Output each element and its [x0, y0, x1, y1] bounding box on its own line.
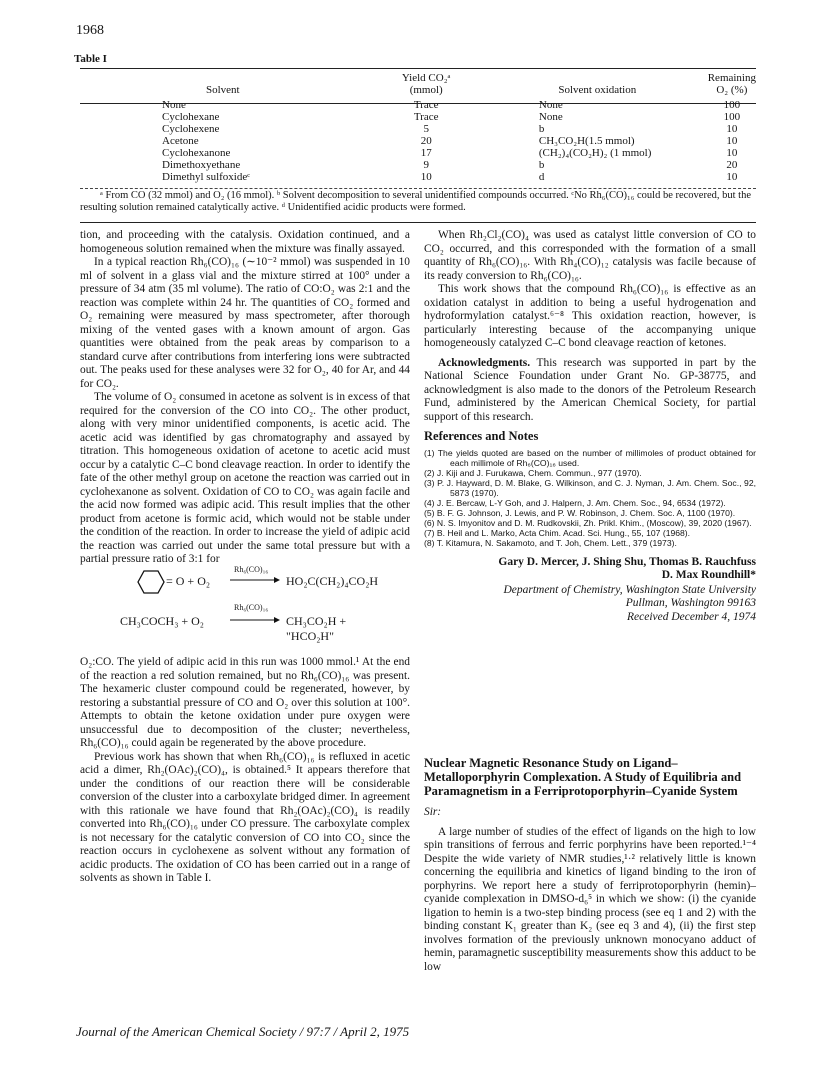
cell-solvent: Cyclohexene	[162, 123, 220, 135]
reference-item: (5) B. F. G. Johnson, J. Lewis, and P. W. Robinson, J. Chem. Soc. A, 1100 (1970).	[424, 507, 736, 518]
cell-yield: Trace	[413, 111, 439, 123]
reference-item: (8) T. Kitamura, N. Sakamoto, and T. Joh, Chem. Lett., 379 (1973).	[424, 537, 677, 548]
cell-yield: 17	[420, 147, 432, 159]
cell-oxidation: None	[538, 99, 563, 111]
reaction-1-reactants: = O + O₂	[166, 574, 211, 588]
cell-solvent: Acetone	[162, 135, 199, 147]
section-rule	[80, 222, 756, 223]
reference-item: (3) P. J. Hayward, D. M. Blake, G. Wilkinson, and C. J. Nyman, J. Am. Chem. Soc., 92, 5873 (1970).	[424, 477, 756, 498]
journal-footer: Journal of the American Chemical Society / 97:7 / April 2, 1975	[76, 1024, 410, 1039]
cell-remaining: 10	[726, 123, 738, 135]
col-header-solvent: Solvent	[205, 84, 240, 96]
cell-oxidation: (CH₂)₄(CO₂H)₂ (1 mmol)	[538, 147, 652, 159]
cell-yield: 9	[423, 159, 429, 171]
authors-line-1: Gary D. Mercer, J. Shing Shu, Thomas B. Rauchfuss	[498, 555, 756, 568]
cell-solvent: Dimethyl sulfoxideᶜ	[162, 171, 251, 183]
affiliation	[424, 584, 756, 625]
authors-line-2: D. Max Roundhill*	[661, 568, 756, 581]
reference-item: (7) B. Heil and L. Marko, Acta Chim. Acad. Sci. Hung., 55, 107 (1968).	[424, 527, 691, 538]
acknowledgments-text: This research was supported in part by the National Science Foundation under Grant No. GP-38775, and acknowledgment is also made to the donors of the Petroleum Research Fund, administered by the American Chemical Society, for partial support of this research.	[424, 356, 756, 423]
left-paragraph-2: In a typical reaction Rh₆(CO)₁₆ (∼10⁻² mmol) was suspended in 10 ml of solvent in a glass vial and the mixture stirred at 100° under a pressure of 34 atm (35 ml volume). The ratio of CO:O₂ was 2:1 and the reaction was complete within 24 hr. The quantities of CO₂ formed and O₂ remaining were measured by mass spectrometer, after thorough mixing of the vented gases with a known amount of argon. Gas quantities were obtained from the peak areas by comparison to a standard curve after contributions from interfering ions were subtracted out. The peaks used for these analyses were 32 for O₂, 40 for Ar, and 44 for CO₂.	[80, 256, 410, 390]
table-bottom-rule	[80, 188, 756, 189]
received-date: Received December 4, 1974	[627, 610, 756, 623]
cell-yield: 5	[423, 123, 429, 135]
col-header-remaining: Remaining O₂ (%)	[707, 72, 756, 96]
acknowledgments-heading: Acknowledgments.	[438, 356, 531, 369]
article-paragraph-1: A large number of studies of the effect of ligands on the high to low spin transitions of ferrous and ferric porphyrins have been reported.¹⁻⁴ Despite the wide variety of NMR studies,¹·² relatively little is known concerning the equilibria and kinetics of ligand binding to the iron of porphyrins. We report here a study of ferriprotoporphyrin (hemin)–cyanide complexation in DMSO-d₆⁵ in which we show: (i) the cyanide ligation to hemin is a two-step binding process (see eq 1 and 2) with the binding constant K₁ greater than K₂ (see eq 3 and 4), (ii) the first step involves formation of the previously unknown monocyano adduct of hemin, paramagnetic susceptibility measurements show this adduct to be low	[424, 825, 756, 973]
cell-solvent: Cyclohexane	[162, 111, 220, 123]
right-column	[424, 229, 756, 624]
table-top-rule	[80, 68, 756, 69]
cell-remaining: 10	[726, 171, 738, 183]
cell-remaining: 100	[723, 111, 741, 123]
affiliation-line-2: Pullman, Washington 99163	[625, 597, 756, 609]
table-row	[80, 135, 756, 147]
data-table	[80, 72, 756, 183]
article-title: Nuclear Magnetic Resonance Study on Ligand–Metalloporphyrin Complexation. A Study of Equilibria and Paramagnetism in a Ferriprotoporphyrin–Cyanide System	[424, 756, 742, 798]
reaction-1-product: HO₂C(CH₂)₄CO₂H	[286, 574, 379, 588]
cell-solvent: Dimethoxyethane	[162, 159, 241, 171]
cell-solvent: Cyclohexanone	[162, 147, 231, 159]
cell-solvent: None	[162, 99, 186, 111]
reference-item: (1) The yields quoted are based on the number of millimoles of product obtained for each millimole of Rh₆(CO)₁₆ used.	[424, 447, 756, 468]
table-row	[80, 159, 756, 171]
references-heading: References and Notes	[424, 429, 539, 443]
cell-remaining: 20	[726, 159, 738, 171]
table-row	[80, 123, 756, 135]
table-row	[80, 171, 756, 183]
left-paragraph-3: The volume of O₂ consumed in acetone as solvent is in excess of that required for the conversion of the CO into CO₂. The other product, along with very minor unidentified components, is acetic acid. The acetic acid was identified by gas chromatography and assayed by titration. This homogeneous oxidation of acetone to acetic acid must occur by a catalytic C–C bond cleavage reaction. In order to identify the fate of the other methyl group on acetone the reaction was carried out in cyclohexanone as solvent. Oxidation of CO to CO₂ was again facile and the acid now formed was adipic acid. This result implies that the other product from acetone is formic acid, which would not be stable under the condition of the reaction. In order to increase the yield of adipic acid the reaction was carried out under the same total pressure but with a partial pressure ratio of 3:1 for	[80, 391, 410, 565]
cell-oxidation: CH₃CO₂H(1.5 mmol)	[538, 135, 635, 147]
reference-item: (4) J. E. Bercaw, L-Y Goh, and J. Halpern, J. Am. Chem. Soc., 94, 6534 (1972).	[424, 497, 726, 508]
authors	[424, 556, 756, 582]
left-paragraph-5: Previous work has shown that when Rh₆(CO)₁₆ is refluxed in acetic acid a dimer, Rh₂(OAc)₂(CO)₄, is obtained.⁵ It appears therefore that under the conditions of our reaction there will be considerable conversion of the cluster into a carboxylate bridged dimer. In agreement with this rationale we have found that Rh₂(OAc)₂(CO)₄ is readily converted into Rh₆(CO)₁₆ under CO pressure. The carboxylate complex is not necessary for the catalytic conversion of CO into CO₂ since the reaction occurs in cyclohexene as solvent without any formation of acidic products. The oxidation of CO has been carried out in a range of solvents as shown in Table I.	[80, 750, 410, 884]
reaction-2-reactants: CH₃COCH₃ + O₂	[120, 614, 204, 628]
table-header-rule	[80, 103, 756, 104]
col-header-oxidation: Solvent oxidation	[558, 84, 637, 96]
cell-yield: 10	[420, 171, 432, 183]
salutation: Sir:	[424, 806, 442, 818]
page-number: 1968	[76, 23, 104, 38]
table-row	[80, 99, 756, 111]
table-row	[80, 147, 756, 159]
cell-yield: Trace	[413, 99, 439, 111]
cyclohexanone-ring-icon	[130, 567, 170, 597]
cell-oxidation: d	[538, 171, 545, 183]
cell-oxidation: b	[538, 159, 545, 171]
cell-yield: 20	[420, 135, 432, 147]
left-column-lower	[80, 656, 410, 886]
col-header-yield: Yield CO₂ᵃ (mmol)	[401, 72, 451, 96]
acknowledgments-paragraph	[424, 357, 756, 425]
table-header-row	[80, 72, 756, 99]
table-row	[80, 111, 756, 123]
table-footnote: ᵃ From CO (32 mmol) and O₂ (16 mmol). ᵇ Solvent decomposition to several unidentified compounds occurred. ᶜNo Rh₆(CO)₁₆ could be recovered, but the resulting solution remained catalytically active. ᵈ Unidentified acidic products were formed.	[80, 190, 751, 213]
left-paragraph-1: tion, and proceeding with the catalysis. Oxidation continued, and a homogeneous solution remained when the mixture was finally assayed.	[80, 229, 410, 255]
affiliation-line-1: Department of Chemistry, Washington State University	[503, 583, 756, 596]
right-paragraph-1: When Rh₂Cl₂(CO)₄ was used as catalyst little conversion of CO to CO₂ occurred, and this corresponded with the formation of a small quantity of Rh₆(CO)₁₆. With Rh₄(CO)₁₂ catalysis was facile because of its ready conversion to Rh₆(CO)₁₆.	[424, 229, 756, 282]
reaction-2-catalyst: Rh₆(CO)₁₆	[234, 603, 269, 612]
arrow-icon	[230, 616, 280, 624]
cell-remaining: 10	[726, 135, 738, 147]
reference-item: (2) J. Kiji and J. Furukawa, Chem. Commun., 977 (1970).	[424, 467, 642, 478]
cell-oxidation: None	[538, 111, 563, 123]
cell-remaining: 10	[726, 147, 738, 159]
second-article	[424, 756, 756, 974]
references-list	[424, 448, 756, 548]
arrow-icon	[230, 576, 280, 584]
table-body	[80, 99, 756, 183]
reaction-2-product: CH₃CO₂H + "HCO₂H"	[286, 614, 347, 643]
reaction-1-catalyst: Rh₆(CO)₁₆	[234, 565, 269, 574]
cell-remaining: 100	[723, 99, 741, 111]
left-column	[80, 229, 410, 567]
reaction-scheme	[120, 565, 390, 645]
left-paragraph-4: O₂:CO. The yield of adipic acid in this run was 1000 mmol.¹ At the end of the reaction a red solution remained, but no Rh₆(CO)₁₆ was present. The hexameric cluster compound could be regenerated, however, by restoring a substantial pressure of CO and O₂ over this solution at 100°. Attempts to obtain the ketone oxidation under pure oxygen were unsuccessful due to decomposition of the cluster; nevertheless, Rh₆(CO)₁₆ could again be regenerated by the above procedure.	[80, 656, 410, 749]
reference-item: (6) N. S. Imyonitov and D. M. Rudkovskii, Zh. Prikl. Khim., (Moscow), 39, 2020 (1967).	[424, 517, 752, 528]
cell-oxidation: b	[538, 123, 545, 135]
right-paragraph-2: This work shows that the compound Rh₆(CO)₁₆ is effective as an oxidation catalyst in addition to being a useful hydrogenation and hydroformylation catalyst.⁶⁻⁸ This oxidation reaction, however, is particularly interesting because of the accompanying unique homogeneously catalyzed C–C bond cleavage reaction of ketones.	[424, 283, 756, 349]
table-label: Table I	[74, 53, 107, 65]
